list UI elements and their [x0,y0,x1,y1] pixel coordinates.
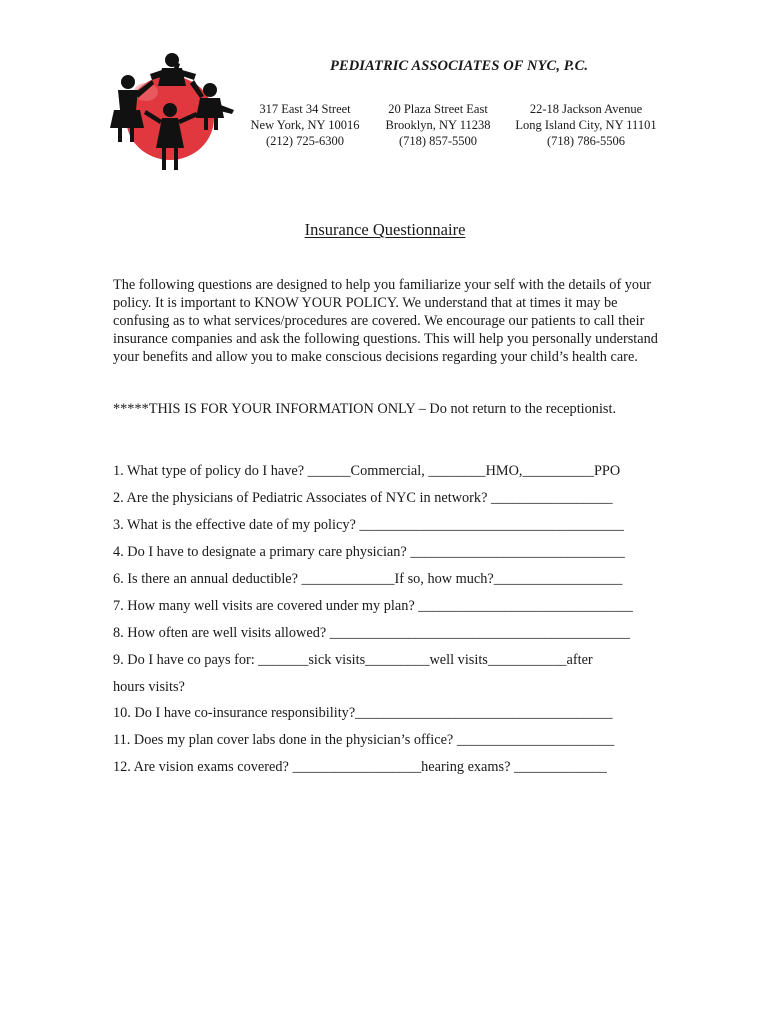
question-11: 11. Does my plan cover labs done in the physician’s office? ______________________ [113,732,615,748]
question-4: 4. Do I have to designate a primary care physician? ______________________________ [113,544,625,560]
practice-name: PEDIATRIC ASSOCIATES OF NYC, P.C. [330,58,589,74]
question-8: 8. How often are well visits allowed? __________________________________________ [113,625,631,641]
office-phone: (718) 857-5500 [398,134,478,148]
office-address-manhattan [248,101,362,149]
office-city: Long Island City, NY 11101 [515,118,657,132]
question-7: 7. How many well visits are covered under my plan? ______________________________ [113,598,633,614]
practice-logo [106,52,238,174]
question-6: 6. Is there an annual deductible? _____________If so, how much?__________________ [113,571,623,587]
document-title: Insurance Questionnaire [304,220,466,239]
office-street: 317 East 34 Street [259,102,351,116]
office-street: 20 Plaza Street East [388,102,488,116]
question-1: 1. What type of policy do I have? ______Commercial, ________HMO,__________PPO [113,463,621,479]
question-9: 9. Do I have co pays for: _______sick visits_________well visits___________after [113,652,593,668]
intro-text: The following questions are designed to help you familiarize your self with the details of your policy. It is important to KNOW YOUR POLICY. We understand that at times it may be confusing as to what services/procedures are covered. We encourage our patients to call their insurance companies and ask the following questions. This will help you personally understand your benefits and allow you to make conscious decisions regarding your child’s health care. [113,277,658,365]
office-city: New York, NY 10016 [250,118,360,132]
question-10: 10. Do I have co-insurance responsibility?____________________________________ [113,705,613,721]
office-address-brooklyn [383,101,493,149]
information-notice: *****THIS IS FOR YOUR INFORMATION ONLY – Do not return to the receptionist. [113,401,617,417]
question-9-continued: hours visits? [113,679,185,695]
question-12: 12. Are vision exams covered? __________________hearing exams? _____________ [113,759,607,775]
question-3: 3. What is the effective date of my policy? _____________________________________ [113,517,624,533]
intro-paragraph [113,276,658,366]
office-city: Brooklyn, NY 11238 [385,118,491,132]
office-street: 22-18 Jackson Avenue [529,102,643,116]
office-phone: (718) 786-5506 [546,134,626,148]
office-phone: (212) 725-6300 [265,134,345,148]
question-2: 2. Are the physicians of Pediatric Associates of NYC in network? _________________ [113,490,613,506]
office-address-lic [511,101,661,149]
